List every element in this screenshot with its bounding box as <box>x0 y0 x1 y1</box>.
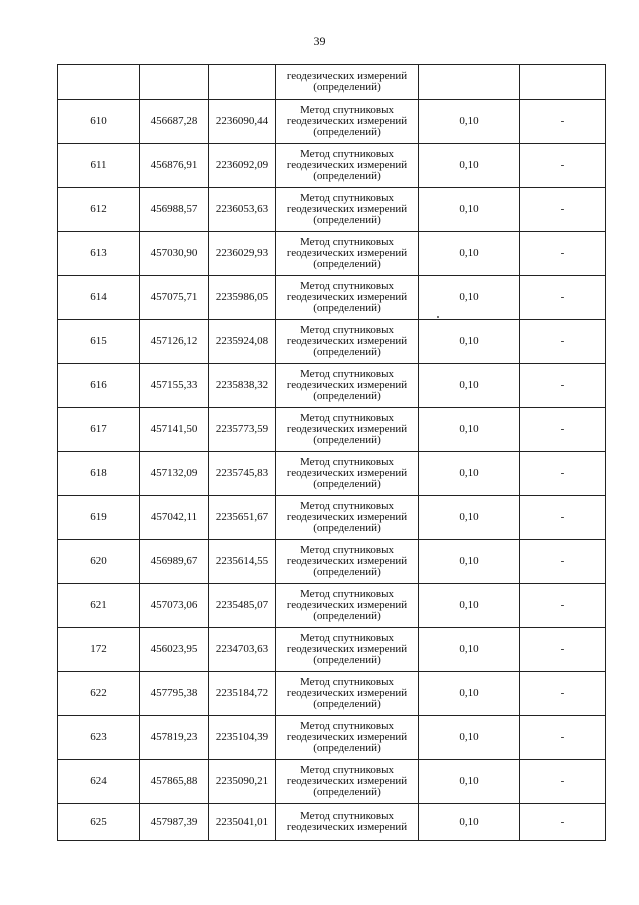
method-cell <box>276 188 419 232</box>
method-text: (определений) <box>313 346 381 358</box>
method-text: Метод спутниковых <box>300 324 394 336</box>
method-text: (определений) <box>313 390 381 402</box>
description-cell: - <box>520 100 606 144</box>
x-coordinate-cell <box>140 65 209 100</box>
method-cell <box>276 364 419 408</box>
x-coordinate-cell: 457030,90 <box>140 232 209 276</box>
point-number-cell: 625 <box>58 804 140 841</box>
y-coordinate-cell: 2236092,09 <box>209 144 276 188</box>
description-cell: - <box>520 408 606 452</box>
y-coordinate-cell: 2235614,55 <box>209 540 276 584</box>
method-cell <box>276 65 419 100</box>
point-number-cell: 172 <box>58 628 140 672</box>
point-number-cell: 620 <box>58 540 140 584</box>
y-coordinate-cell: 2236029,93 <box>209 232 276 276</box>
description-cell: - <box>520 804 606 841</box>
method-cell <box>276 804 419 841</box>
y-coordinate-cell: 2235745,83 <box>209 452 276 496</box>
table-row <box>58 232 606 276</box>
table-row <box>58 452 606 496</box>
description-cell: - <box>520 144 606 188</box>
point-number-cell: 612 <box>58 188 140 232</box>
x-coordinate-cell: 456988,57 <box>140 188 209 232</box>
method-text: (определений) <box>313 566 381 578</box>
x-coordinate-cell: 457865,88 <box>140 760 209 804</box>
method-text: геодезических измерений <box>286 423 408 435</box>
method-text: Метод спутниковых <box>300 236 394 248</box>
method-text: геодезических измерений <box>286 70 408 82</box>
method-text: Метод спутниковых <box>300 632 394 644</box>
y-coordinate-cell: 2235924,08 <box>209 320 276 364</box>
y-coordinate-cell: 2235838,32 <box>209 364 276 408</box>
method-text: Метод спутниковых <box>300 764 394 776</box>
table-row <box>58 320 606 364</box>
method-text: (определений) <box>313 786 381 798</box>
method-text: геодезических измерений <box>286 599 408 611</box>
accuracy-cell: 0,10 <box>419 408 520 452</box>
x-coordinate-cell: 457132,09 <box>140 452 209 496</box>
method-text: Метод спутниковых <box>300 500 394 512</box>
x-coordinate-cell: 456687,28 <box>140 100 209 144</box>
table-row <box>58 100 606 144</box>
x-coordinate-cell: 456989,67 <box>140 540 209 584</box>
point-number-cell: 611 <box>58 144 140 188</box>
method-text: (определений) <box>313 81 381 93</box>
method-text: Метод спутниковых <box>300 456 394 468</box>
table-row <box>58 628 606 672</box>
method-text: геодезических измерений <box>286 159 408 171</box>
method-text: геодезических измерений <box>286 775 408 787</box>
method-text: геодезических измерений <box>286 467 408 479</box>
description-cell: - <box>520 452 606 496</box>
table-row <box>58 188 606 232</box>
method-text: геодезических измерений <box>286 731 408 743</box>
accuracy-cell: 0,10 <box>419 716 520 760</box>
method-text: Метод спутниковых <box>300 148 394 160</box>
method-cell <box>276 540 419 584</box>
method-text: (определений) <box>313 522 381 534</box>
y-coordinate-cell: 2235184,72 <box>209 672 276 716</box>
method-text: геодезических измерений <box>286 821 408 833</box>
method-text: Метод спутниковых <box>300 368 394 380</box>
description-cell: - <box>520 672 606 716</box>
method-cell <box>276 760 419 804</box>
table-row <box>58 65 606 100</box>
table-row <box>58 276 606 320</box>
method-text: геодезических измерений <box>286 687 408 699</box>
x-coordinate-cell: 457819,23 <box>140 716 209 760</box>
x-coordinate-cell: 456876,91 <box>140 144 209 188</box>
point-number-cell: 623 <box>58 716 140 760</box>
y-coordinate-cell: 2235986,05 <box>209 276 276 320</box>
accuracy-cell: 0,10 <box>419 320 520 364</box>
method-text: (определений) <box>313 214 381 226</box>
x-coordinate-cell: 457795,38 <box>140 672 209 716</box>
method-text: Метод спутниковых <box>300 588 394 600</box>
method-text: геодезических измерений <box>286 643 408 655</box>
method-text: Метод спутниковых <box>300 280 394 292</box>
accuracy-cell: 0,10 <box>419 584 520 628</box>
description-cell: - <box>520 188 606 232</box>
point-number-cell: 614 <box>58 276 140 320</box>
table-row <box>58 540 606 584</box>
y-coordinate-cell: 2235104,39 <box>209 716 276 760</box>
table-row <box>58 716 606 760</box>
page-number: 39 <box>313 34 326 48</box>
scan-speck <box>437 316 439 318</box>
y-coordinate-cell: 2235041,01 <box>209 804 276 841</box>
point-number-cell: 616 <box>58 364 140 408</box>
accuracy-cell: 0,10 <box>419 760 520 804</box>
point-number-cell: 622 <box>58 672 140 716</box>
method-text: Метод спутниковых <box>300 192 394 204</box>
x-coordinate-cell: 457141,50 <box>140 408 209 452</box>
description-cell: - <box>520 276 606 320</box>
method-cell <box>276 100 419 144</box>
accuracy-cell: 0,10 <box>419 100 520 144</box>
accuracy-cell: 0,10 <box>419 232 520 276</box>
method-text: геодезических измерений <box>286 115 408 127</box>
description-cell: - <box>520 628 606 672</box>
table-row <box>58 364 606 408</box>
description-cell: - <box>520 716 606 760</box>
x-coordinate-cell: 457126,12 <box>140 320 209 364</box>
accuracy-cell: 0,10 <box>419 496 520 540</box>
description-cell: - <box>520 760 606 804</box>
x-coordinate-cell: 457075,71 <box>140 276 209 320</box>
point-number-cell: 613 <box>58 232 140 276</box>
method-text: Метод спутниковых <box>300 676 394 688</box>
method-text: (определений) <box>313 698 381 710</box>
method-cell <box>276 320 419 364</box>
accuracy-cell: 0,10 <box>419 188 520 232</box>
point-number-cell: 621 <box>58 584 140 628</box>
method-text: (определений) <box>313 742 381 754</box>
method-cell <box>276 452 419 496</box>
table-row <box>58 408 606 452</box>
accuracy-cell <box>419 65 520 100</box>
method-cell <box>276 672 419 716</box>
accuracy-cell: 0,10 <box>419 276 520 320</box>
method-text: Метод спутниковых <box>300 720 394 732</box>
x-coordinate-cell: 457987,39 <box>140 804 209 841</box>
method-cell <box>276 584 419 628</box>
method-cell <box>276 276 419 320</box>
point-number-cell: 624 <box>58 760 140 804</box>
y-coordinate-cell: 2234703,63 <box>209 628 276 672</box>
table-row <box>58 760 606 804</box>
x-coordinate-cell: 457042,11 <box>140 496 209 540</box>
table-row <box>58 144 606 188</box>
x-coordinate-cell: 457155,33 <box>140 364 209 408</box>
y-coordinate-cell: 2235773,59 <box>209 408 276 452</box>
method-cell <box>276 408 419 452</box>
description-cell: - <box>520 232 606 276</box>
description-cell: - <box>520 540 606 584</box>
description-cell: - <box>520 320 606 364</box>
method-text: геодезических измерений <box>286 203 408 215</box>
y-coordinate-cell: 2236053,63 <box>209 188 276 232</box>
point-number-cell: 615 <box>58 320 140 364</box>
method-text: (определений) <box>313 170 381 182</box>
point-number-cell: 619 <box>58 496 140 540</box>
description-cell: - <box>520 364 606 408</box>
method-text: (определений) <box>313 258 381 270</box>
method-text: геодезических измерений <box>286 511 408 523</box>
method-text: Метод спутниковых <box>300 810 394 822</box>
method-text: геодезических измерений <box>286 291 408 303</box>
accuracy-cell: 0,10 <box>419 672 520 716</box>
x-coordinate-cell: 457073,06 <box>140 584 209 628</box>
method-cell <box>276 628 419 672</box>
method-text: Метод спутниковых <box>300 104 394 116</box>
accuracy-cell: 0,10 <box>419 452 520 496</box>
point-number-cell: 610 <box>58 100 140 144</box>
table-row <box>58 672 606 716</box>
method-cell <box>276 144 419 188</box>
description-cell: - <box>520 496 606 540</box>
method-text: (определений) <box>313 302 381 314</box>
point-number-cell <box>58 65 140 100</box>
accuracy-cell: 0,10 <box>419 628 520 672</box>
y-coordinate-cell: 2235651,67 <box>209 496 276 540</box>
accuracy-cell: 0,10 <box>419 144 520 188</box>
y-coordinate-cell: 2236090,44 <box>209 100 276 144</box>
table-row <box>58 804 606 841</box>
method-text: геодезических измерений <box>286 555 408 567</box>
point-number-cell: 618 <box>58 452 140 496</box>
method-text: геодезических измерений <box>286 335 408 347</box>
method-text: (определений) <box>313 478 381 490</box>
y-coordinate-cell: 2235485,07 <box>209 584 276 628</box>
accuracy-cell: 0,10 <box>419 364 520 408</box>
method-text: (определений) <box>313 654 381 666</box>
accuracy-cell: 0,10 <box>419 804 520 841</box>
point-number-cell: 617 <box>58 408 140 452</box>
method-cell <box>276 716 419 760</box>
method-text: (определений) <box>313 610 381 622</box>
method-text: геодезических измерений <box>286 247 408 259</box>
coordinates-table <box>57 64 606 841</box>
method-text: Метод спутниковых <box>300 412 394 424</box>
y-coordinate-cell <box>209 65 276 100</box>
table-row <box>58 584 606 628</box>
method-text: геодезических измерений <box>286 379 408 391</box>
accuracy-cell: 0,10 <box>419 540 520 584</box>
y-coordinate-cell: 2235090,21 <box>209 760 276 804</box>
description-cell <box>520 65 606 100</box>
x-coordinate-cell: 456023,95 <box>140 628 209 672</box>
method-text: Метод спутниковых <box>300 544 394 556</box>
method-text: (определений) <box>313 434 381 446</box>
description-cell: - <box>520 584 606 628</box>
method-cell <box>276 232 419 276</box>
table-row <box>58 496 606 540</box>
method-cell <box>276 496 419 540</box>
method-text: (определений) <box>313 126 381 138</box>
